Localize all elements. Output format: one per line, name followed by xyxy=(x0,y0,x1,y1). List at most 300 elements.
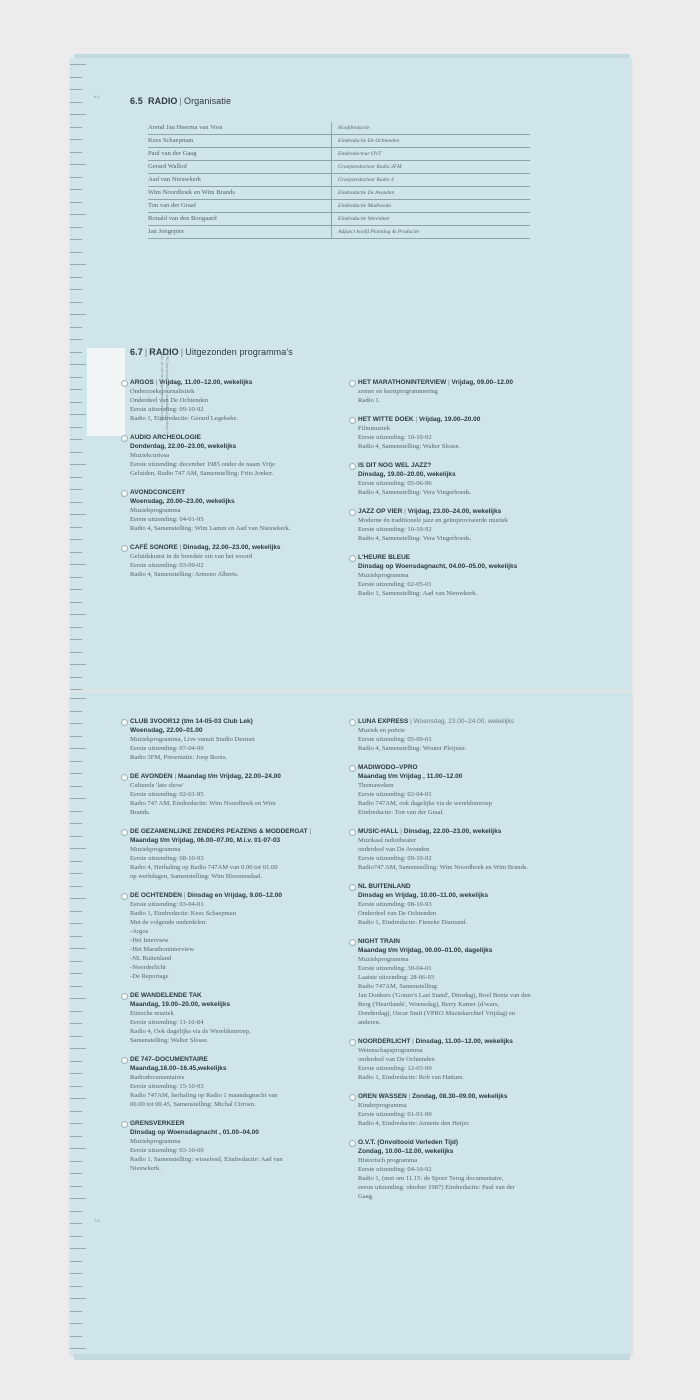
ruler-tick xyxy=(70,652,82,653)
program-detail: Radio 4, Samenstelling: Wim Lamm en Aad van Nieuwkerk. xyxy=(130,525,291,532)
program-schedule: Woensdag, 22.00–01.00 xyxy=(130,727,203,734)
org-role: Eindredactie De Avonden xyxy=(331,187,530,199)
org-name: Gerard Walhof xyxy=(148,163,188,170)
program-detail: Eerste uitzending: 02-04-01 xyxy=(358,791,432,798)
program-entry xyxy=(130,488,336,533)
program-schedule: Dinsdag, 22.00–23.00, wekelijks xyxy=(182,544,281,551)
program-name: CAFÉ SONORE xyxy=(130,544,178,551)
program-detail: Radio 747AM, ook dagelijks via de wereldomroep xyxy=(358,800,492,807)
ruler-tick xyxy=(70,973,82,974)
program-detail: Radio747 AM, Samenstelling: Wim Noordhoek en Wim Brands. xyxy=(358,864,529,871)
program-detail: Radio 4, Ook dagelijks via de Wereldomroep, xyxy=(130,1028,251,1035)
program-heading xyxy=(130,891,336,900)
ruler-tick xyxy=(70,189,82,190)
ruler-tick xyxy=(70,1173,82,1174)
ruler-tick xyxy=(70,911,82,912)
sticker-text: VPRO jaarverslag 2003 — aanvulling bij hoofdstuk 6 radio, zie ook de bijlagen achterin dit verslag xyxy=(160,352,169,434)
ruler-tick xyxy=(70,1286,82,1287)
program-detail: Muziekprogramma xyxy=(358,956,409,963)
ruler-tick xyxy=(70,1023,82,1024)
program-detail: Radio 3FM, Presentatie: Joop Boots. xyxy=(130,754,228,761)
program-schedule: Vrijdag, 23.00–24.00, wekelijks xyxy=(407,508,502,515)
program-name: L'HEURE BLEUE xyxy=(358,554,411,561)
program-detail: Eerste uitzending: 05-06-96 xyxy=(358,480,432,487)
program-detail: Geluidskunst in de breedste zin van het woord xyxy=(130,553,253,560)
ruler-tick xyxy=(70,552,82,553)
program-name: AVONDCONCERT xyxy=(130,489,186,496)
ruler-tick xyxy=(70,639,82,640)
ruler-tick xyxy=(70,1061,82,1062)
org-row xyxy=(148,213,530,226)
ruler-tick xyxy=(70,736,82,737)
program-detail: Radio 1. xyxy=(358,397,381,404)
program-detail: Eerste uitzending: 08-10-93 xyxy=(130,855,204,862)
org-name: Jan Jongepier xyxy=(148,228,185,235)
ruler-tick xyxy=(70,886,82,887)
ruler-tick xyxy=(70,252,82,253)
program-name: IS DIT NOG WEL JAZZ? xyxy=(358,462,432,469)
program-schedule: Zondag, 08.30–09.00, wekelijks xyxy=(412,1093,508,1100)
program-entry xyxy=(358,1138,564,1201)
ruler-tick xyxy=(70,861,82,862)
org-role: Groepsredacteur Radio 4 xyxy=(331,174,530,186)
program-detail: Eerste uitzending: 30-04-01 xyxy=(358,965,432,972)
program-heading xyxy=(130,378,336,387)
ruler-tick xyxy=(70,1036,82,1037)
program-schedule: Woensdag, 23.00–24.00, wekelijks xyxy=(413,718,514,725)
program-schedule: Dinsdag, 19.00–20.00, wekelijks xyxy=(358,471,456,478)
program-heading xyxy=(130,717,336,735)
org-row xyxy=(148,200,530,213)
program-detail: Radio 747AM, Samenstelling: xyxy=(358,983,439,990)
bullet-icon xyxy=(121,1121,128,1128)
ruler-tick xyxy=(70,773,82,774)
program-heading xyxy=(358,937,564,955)
ruler-tick xyxy=(70,452,82,453)
program-name: MADIWODO–VPRO xyxy=(358,764,418,771)
program-detail: Radio 1, Eindredactie: Gerard Legebeke. xyxy=(130,415,239,422)
program-detail: eerste uitzending: oktober 1987) Eindredactie: Paul van der xyxy=(358,1184,515,1191)
bullet-icon xyxy=(121,774,128,781)
program-schedule: Donderdag, 22.00–23.00, wekelijks xyxy=(130,443,237,450)
bullet-icon xyxy=(121,380,128,387)
ruler-tick xyxy=(70,1211,82,1212)
ruler-tick xyxy=(70,748,86,749)
program-entry xyxy=(358,1037,564,1082)
program-detail: Eerste uitzending: 10-10-92 xyxy=(358,434,432,441)
ruler-tick xyxy=(70,1248,86,1249)
program-detail: Culturele 'late show' xyxy=(130,782,184,789)
ruler-tick xyxy=(70,677,82,678)
program-schedule: Maandag t/m Vrijdag , 11.00–12.00 xyxy=(358,773,463,780)
program-detail: -Argos xyxy=(130,928,149,935)
ruler-tick xyxy=(70,564,86,565)
ruler-tick xyxy=(70,823,82,824)
separator: | xyxy=(182,892,188,899)
bullet-icon xyxy=(349,417,356,424)
program-detail: -NL Buitenland xyxy=(130,955,172,962)
bullet-icon xyxy=(121,1057,128,1064)
program-detail: Eerste uitzending: 03-04-01 xyxy=(130,901,204,908)
bullet-icon xyxy=(349,1039,356,1046)
separator: | xyxy=(177,544,183,551)
program-schedule: Maandag t/m Vrijdag, 00.00–01.00, dagelijks xyxy=(358,947,493,954)
program-entry xyxy=(130,891,336,981)
ruler-tick xyxy=(70,314,86,315)
ruler-tick xyxy=(70,489,82,490)
program-heading xyxy=(358,415,564,424)
program-detail: 00.00 tot 00.45, Samenstelling: Michal Citroen. xyxy=(130,1101,256,1108)
program-entry xyxy=(358,461,564,497)
ruler-tick xyxy=(70,377,82,378)
program-name: DE 747–DOCUMENTAIRE xyxy=(130,1056,208,1063)
ruler-tick xyxy=(70,402,82,403)
bullet-icon xyxy=(121,893,128,900)
org-role: Eindredactie De Ochtenden xyxy=(331,135,530,147)
bullet-icon xyxy=(349,1140,356,1147)
ruler-tick xyxy=(70,164,86,165)
org-name: Paul van der Gaag xyxy=(148,150,197,157)
margin-ruler xyxy=(70,692,86,1354)
program-name: LUNA EXPRESS xyxy=(358,718,409,725)
ruler-tick xyxy=(70,102,82,103)
program-schedule: Vrijdag, 11.00–12.00, wekelijks xyxy=(159,379,253,386)
program-name: MUSIC-HALL xyxy=(358,828,399,835)
program-entry xyxy=(130,772,336,817)
ruler-tick xyxy=(70,289,82,290)
org-row xyxy=(148,174,530,187)
program-heading xyxy=(358,507,564,516)
bullet-icon xyxy=(349,555,356,562)
program-detail: Nieuwkerk. xyxy=(130,1165,161,1172)
org-row xyxy=(148,135,530,148)
program-detail: Onderdeel van De Ochtenden xyxy=(358,910,437,917)
program-schedule: Maandag t/m Vrijdag, 22.00–24.00 xyxy=(177,773,281,780)
program-detail: Muziek en poëzie xyxy=(358,727,405,734)
ruler-tick xyxy=(70,464,86,465)
ruler-tick xyxy=(70,936,82,937)
program-detail: Muziekprogramma xyxy=(130,846,181,853)
org-role: Hoofdredactie xyxy=(331,122,530,134)
program-detail: Radio 1, Eindredactie: Kees Schaepman xyxy=(130,910,237,917)
program-detail: Radio 1, Eindredactie: Rob van Hattum. xyxy=(358,1074,465,1081)
org-name: Wim Noordhoek en Wim Brands xyxy=(148,189,235,196)
program-detail: Berg ('Heartlands', Woensdag), Berry Kamer (d/wars, xyxy=(358,1001,500,1008)
program-name: JAZZ OP VIER xyxy=(358,508,403,515)
org-row xyxy=(148,122,530,135)
separator: | xyxy=(408,718,414,725)
bullet-icon xyxy=(349,509,356,516)
program-name: NIGHT TRAIN xyxy=(358,938,400,945)
ruler-tick xyxy=(70,239,82,240)
program-heading xyxy=(358,1092,564,1101)
program-schedule: Vrijdag, 19.00–20.00 xyxy=(418,416,481,423)
program-schedule: Maandag,16.00–16.45,wekelijks xyxy=(130,1065,227,1072)
programs-left-column xyxy=(130,717,336,1183)
bullet-icon xyxy=(121,490,128,497)
org-name: Kees Schaepman xyxy=(148,137,194,144)
program-name: GRENSVERKEER xyxy=(130,1120,185,1127)
program-detail: Kinderprogramma xyxy=(358,1102,407,1109)
program-detail: Muzikaal radiotheater xyxy=(358,837,417,844)
bullet-icon xyxy=(121,435,128,442)
program-schedule: Dinsdag en Vrijdag, 10.00–11.00, wekelijks xyxy=(358,892,489,899)
program-heading xyxy=(358,827,564,836)
margin-page-number: 7.6 xyxy=(94,1218,100,1223)
ruler-tick xyxy=(70,177,82,178)
program-detail: -Noorderlicht xyxy=(130,964,166,971)
program-detail: Wetenschapsprogramma xyxy=(358,1047,423,1054)
program-heading xyxy=(130,1055,336,1073)
program-heading xyxy=(358,461,564,479)
org-table xyxy=(148,122,530,239)
ruler-tick xyxy=(70,811,82,812)
ruler-tick xyxy=(70,389,82,390)
program-detail: Radio 4, Herhaling op Radio 747AM van 0.00 tot 01.00 xyxy=(130,864,278,871)
bullet-icon xyxy=(349,719,356,726)
ruler-tick xyxy=(70,114,86,115)
program-name: ARGOS xyxy=(130,379,154,386)
program-detail: Eerste uitzending: 15-10-93 xyxy=(130,1083,204,1090)
separator: | xyxy=(172,773,178,780)
program-heading xyxy=(130,543,336,552)
ruler-tick xyxy=(70,761,82,762)
program-schedule: Dinsdag op Woensdagnacht , 01.00–04.00 xyxy=(130,1129,259,1136)
ruler-tick xyxy=(70,898,86,899)
program-detail: -Het Marathoninterview xyxy=(130,946,194,953)
ruler-tick xyxy=(70,427,82,428)
program-detail: Eerste uitzending: 09-10-92 xyxy=(358,855,432,862)
program-detail: Muziekprogramma, Live vanuit Studio Desmet xyxy=(130,736,255,743)
ruler-tick xyxy=(70,1136,82,1137)
program-detail: Radio 1, Samenstelling: Aad van Nieuwkerk. xyxy=(358,590,478,597)
ruler-tick xyxy=(70,127,82,128)
ruler-tick xyxy=(70,202,82,203)
ruler-tick xyxy=(70,723,82,724)
bullet-icon xyxy=(121,545,128,552)
margin-ruler xyxy=(70,58,86,690)
ruler-tick xyxy=(70,1123,82,1124)
program-detail: Geluiden, Radio 747 AM, Samenstelling: Frits Jonker. xyxy=(130,470,274,477)
ruler-tick xyxy=(70,64,86,65)
ruler-tick xyxy=(70,1223,82,1224)
program-detail: Eerste uitzending: 09-10-92 xyxy=(130,406,204,413)
org-name: Ton van der Graaf xyxy=(148,202,197,209)
org-row xyxy=(148,148,530,161)
separator: | xyxy=(153,379,160,386)
separator: | xyxy=(402,508,408,515)
program-detail: Eerste uitzending: 04-10-92 xyxy=(358,1166,432,1173)
program-detail: Moderne én traditionele jazz en geïmproviseerde muziek xyxy=(358,517,509,524)
ruler-tick xyxy=(70,602,82,603)
org-name: Ronald van den Boogaard xyxy=(148,215,217,222)
program-detail: Onderzoeksjournalistiek xyxy=(130,388,195,395)
program-entry xyxy=(130,717,336,762)
programs-left-column xyxy=(130,378,336,589)
program-detail: Muziekprogramma xyxy=(130,507,181,514)
ruler-tick xyxy=(70,1323,82,1324)
ruler-tick xyxy=(70,923,82,924)
org-section-title: 6.5 RADIO | Organisatie xyxy=(130,96,232,106)
program-detail: anderen. xyxy=(358,1019,381,1026)
program-detail: Eerste uitzending: 03-10-00 xyxy=(130,1147,204,1154)
ruler-tick xyxy=(70,577,82,578)
program-detail: onderdeel van De Ochtenden xyxy=(358,1056,435,1063)
program-detail: Eerste uitzending: 02-01-95 xyxy=(130,791,204,798)
ruler-tick xyxy=(70,1111,82,1112)
program-detail: Eerste uitzending: december 1985 onder de naam Vrije xyxy=(130,461,276,468)
program-entry xyxy=(130,991,336,1045)
program-heading xyxy=(358,378,564,387)
ruler-tick xyxy=(70,786,82,787)
program-entry xyxy=(358,882,564,927)
ruler-tick xyxy=(70,264,86,265)
program-detail: Laatste uitzending: 28-06-03 xyxy=(358,974,435,981)
ruler-tick xyxy=(70,502,82,503)
program-detail: Etnische muziek xyxy=(130,1010,174,1017)
program-name: NOORDERLICHT xyxy=(358,1038,411,1045)
ruler-tick xyxy=(70,527,82,528)
program-detail: Historisch programma xyxy=(358,1157,418,1164)
program-name: O.V.T. (Onvoltooid Verleden Tijd) xyxy=(358,1139,459,1146)
separator: | xyxy=(413,416,419,423)
program-entry xyxy=(358,378,564,405)
program-entry xyxy=(358,415,564,451)
program-detail: Radio 4, Samenstelling: Wouter Pleijsier. xyxy=(358,745,467,752)
ruler-tick xyxy=(70,77,82,78)
program-entry xyxy=(130,1055,336,1109)
program-detail: Eerste uitzending: 01-01-99 xyxy=(358,1111,432,1118)
ruler-tick xyxy=(70,327,82,328)
org-role: Eindredactie Madiwodo xyxy=(331,200,530,212)
bullet-icon xyxy=(349,463,356,470)
ruler-tick xyxy=(70,364,86,365)
bullet-icon xyxy=(349,1094,356,1101)
ruler-tick xyxy=(70,627,82,628)
ruler-tick xyxy=(70,948,86,949)
program-name: AUDIO ARCHEOLOGIE xyxy=(130,434,201,441)
ruler-tick xyxy=(70,798,86,799)
bullet-icon xyxy=(121,993,128,1000)
bullet-icon xyxy=(349,829,356,836)
programs-right-column xyxy=(358,378,564,608)
program-heading xyxy=(130,1119,336,1137)
program-detail: Radio 1, Samenstelling: wisselend, Eindredactie: Aad van xyxy=(130,1156,283,1163)
org-role: Eindredacteur OVT xyxy=(331,148,530,160)
program-entry xyxy=(130,433,336,478)
program-name: DE OCHTENDEN xyxy=(130,892,183,899)
bullet-icon xyxy=(349,765,356,772)
program-heading xyxy=(130,433,336,451)
program-detail: Samenstelling: Walter Slosse. xyxy=(130,1037,209,1044)
separator: | xyxy=(307,828,312,835)
ruler-tick xyxy=(70,664,86,665)
ruler-tick xyxy=(70,836,82,837)
program-entry xyxy=(358,553,564,598)
separator: | xyxy=(446,379,452,386)
program-heading xyxy=(358,763,564,781)
program-detail: Eerste uitzending: 11-10-84 xyxy=(130,1019,204,1026)
program-detail: Eerste uitzending: 12-03-99 xyxy=(358,1065,432,1072)
ruler-tick xyxy=(70,1198,86,1199)
program-detail: Met de volgende onderdelen: xyxy=(130,919,208,926)
ruler-tick xyxy=(70,698,86,699)
bottom-page xyxy=(70,692,632,1354)
program-entry xyxy=(130,1119,336,1173)
program-heading xyxy=(358,1138,564,1156)
ruler-tick xyxy=(70,1261,82,1262)
program-detail: Muziekprogramma xyxy=(130,1138,181,1145)
ruler-tick xyxy=(70,214,86,215)
org-role: Eindredactie Wereldnet xyxy=(331,213,530,225)
program-entry xyxy=(358,1092,564,1128)
program-schedule: Dinsdag en Vrijdag, 9.00–12.00 xyxy=(187,892,282,899)
ruler-tick xyxy=(70,414,86,415)
ruler-tick xyxy=(70,961,82,962)
ruler-tick xyxy=(70,1236,82,1237)
ruler-tick xyxy=(70,986,82,987)
program-heading xyxy=(130,488,336,506)
program-name: OREN WASSEN xyxy=(358,1093,407,1100)
program-detail: Muziekcuriosa xyxy=(130,452,170,459)
ruler-tick xyxy=(70,1148,86,1149)
ruler-tick xyxy=(70,1098,86,1099)
ruler-tick xyxy=(70,352,82,353)
program-detail: Radio 4, Samenstelling: Armeno Alberts. xyxy=(130,571,239,578)
ruler-tick xyxy=(70,152,82,153)
ruler-tick xyxy=(70,848,86,849)
program-detail: Eerste uitzending: 10-10-92 xyxy=(358,526,432,533)
org-row xyxy=(148,187,530,200)
separator: | xyxy=(398,828,404,835)
program-detail: Onderdeel van De Ochtenden xyxy=(130,397,209,404)
org-role: Adjunct hoofd Planning & Productie xyxy=(331,226,530,238)
program-detail: Radio 4, Samenstelling: Walter Slosse. xyxy=(358,443,461,450)
program-entry xyxy=(130,543,336,579)
program-heading xyxy=(130,772,336,781)
ruler-tick xyxy=(70,1298,86,1299)
programs-section-title: 6.7 | RADIO | Uitgezonden programma's xyxy=(130,347,293,357)
program-entry xyxy=(358,827,564,872)
ruler-tick xyxy=(70,1048,86,1049)
page-edge-bottom xyxy=(74,1354,630,1360)
program-detail: Eerste uitzending: 07-04-99 xyxy=(130,745,204,752)
ruler-tick xyxy=(70,1011,82,1012)
program-schedule: Zondag, 10.00–12.00, wekelijks xyxy=(358,1148,454,1155)
ruler-tick xyxy=(70,277,82,278)
program-entry xyxy=(130,827,336,881)
program-detail: Radio 1, Eindredactie: Fieneke Diamand. xyxy=(358,919,468,926)
program-detail: Radiodocumentaires xyxy=(130,1074,185,1081)
program-entry xyxy=(358,507,564,543)
program-detail: -De Reportage xyxy=(130,973,169,980)
bullet-icon xyxy=(349,939,356,946)
ruler-tick xyxy=(70,1073,82,1074)
ruler-tick xyxy=(70,439,82,440)
program-detail: Radio 1, (met om 11.15: de Spoor Terug documentaire, xyxy=(358,1175,504,1182)
program-detail: Eerste uitzending: 02-05-01 xyxy=(358,581,432,588)
program-schedule: Woensdag, 20.00–23.00, wekelijks xyxy=(130,498,235,505)
ruler-tick xyxy=(70,614,86,615)
program-entry xyxy=(358,763,564,817)
org-row xyxy=(148,161,530,174)
program-heading xyxy=(358,882,564,900)
bullet-icon xyxy=(349,380,356,387)
program-detail: Radio 4, Eindredactie: Annette den Heijer. xyxy=(358,1120,470,1127)
program-detail: Radio 747AM, herhaling op Radio 1 maandagnacht van xyxy=(130,1092,278,1099)
program-name: CLUB 3VOOR12 (t/m 14-05-03 Club Lek) xyxy=(130,718,253,725)
ruler-tick xyxy=(70,302,82,303)
